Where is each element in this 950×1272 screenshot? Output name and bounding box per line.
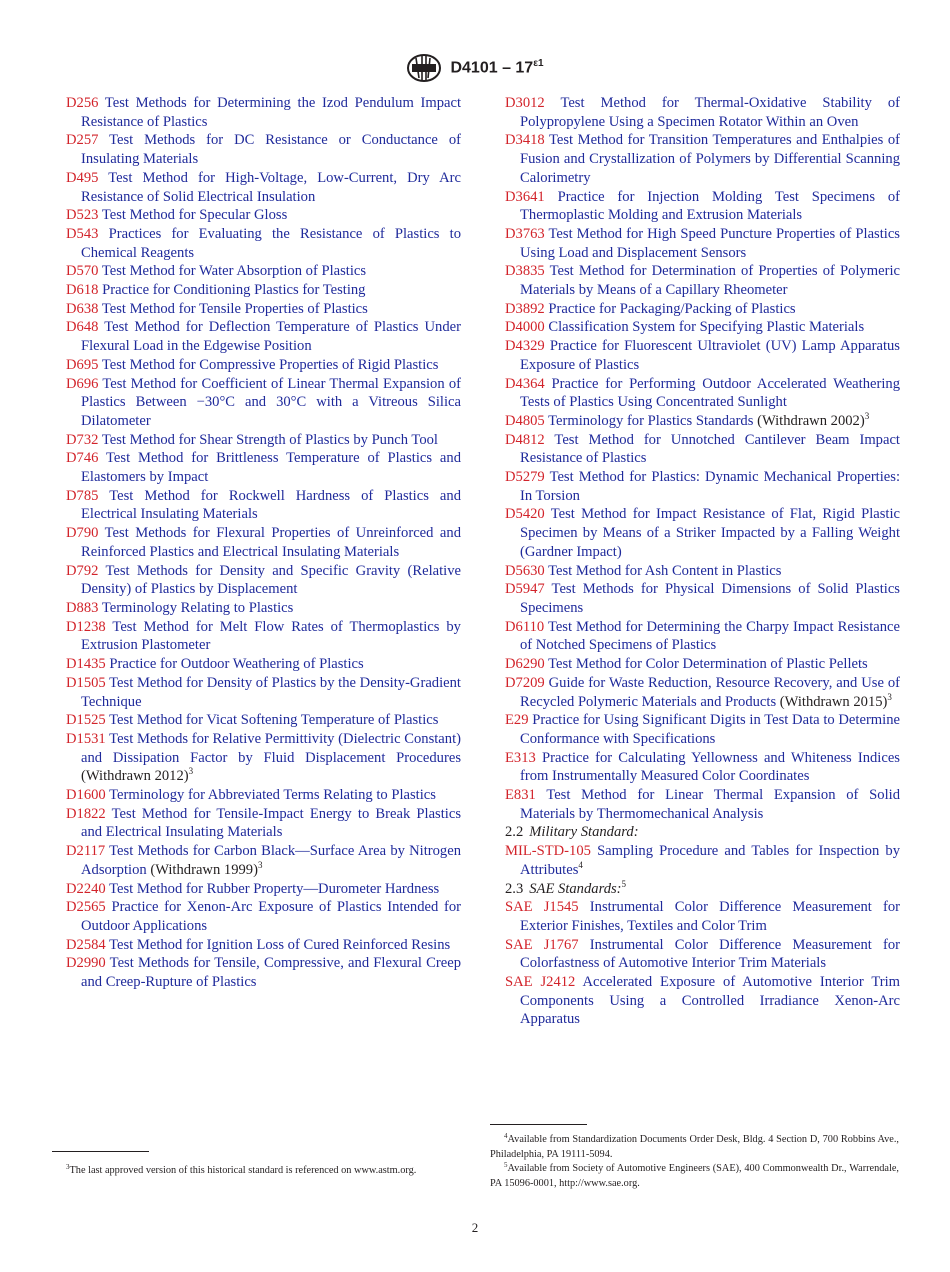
reference-code-link[interactable]: D2565 bbox=[66, 899, 106, 916]
reference-entry bbox=[505, 618, 900, 655]
reference-code-link[interactable]: D3418 bbox=[505, 132, 545, 149]
reference-code-link[interactable]: D792 bbox=[66, 562, 99, 579]
footnote-marker: 4 bbox=[578, 859, 583, 870]
designation: $D4101 - 17^{\varepsilon 1}$ bbox=[450, 58, 544, 77]
withdrawn-note: (Withdrawn 2012) bbox=[81, 768, 189, 785]
reference-title-link[interactable]: Test Methods for Tensile, Compressive, and Flexural Creep and Creep-Rupture of Plastics bbox=[81, 955, 461, 991]
footnote-marker: 3 bbox=[887, 691, 892, 702]
footnote-marker: 3 bbox=[864, 410, 870, 421]
right-column bbox=[505, 94, 900, 1029]
reference-entry bbox=[505, 431, 900, 468]
astm-logo-icon bbox=[406, 53, 442, 83]
reference-entry bbox=[505, 973, 900, 1029]
reference-title-link[interactable]: Test Methods for Flexural Properties of Unreinforced and Reinforced Plastics and Electrical Insulating Materials bbox=[81, 525, 461, 560]
reference-code-link[interactable]: D4812 bbox=[505, 431, 545, 448]
reference-entry bbox=[66, 300, 461, 319]
reference-code-link[interactable]: D1238 bbox=[66, 618, 106, 635]
reference-title-link[interactable]: Test Method for Transition Temperatures and Enthalpies of Fusion and Crystallization of Polymers by Differential Scanning Calorimetry bbox=[520, 132, 900, 186]
reference-code-link[interactable]: D785 bbox=[66, 487, 99, 504]
reference-entry bbox=[66, 375, 461, 431]
reference-title-link[interactable]: Practice for Calculating Yellowness and Whiteness Indices from Instrumentally Measured Color Coordinates bbox=[520, 749, 900, 785]
reference-code-link[interactable]: MIL-STD-105 bbox=[505, 843, 591, 860]
reference-title-link[interactable]: Test Method for Linear Thermal Expansion of Solid Materials by Thermomechanical Analysis bbox=[520, 787, 900, 822]
reference-entry bbox=[66, 225, 461, 262]
reference-entry bbox=[66, 487, 461, 524]
reference-title-link[interactable]: Practice for Packaging/Packing of Plastics bbox=[548, 300, 796, 317]
reference-title-link[interactable]: Terminology for Plastics Standards bbox=[548, 412, 754, 429]
reference-entry bbox=[505, 898, 900, 935]
reference-title-link[interactable]: Test Method for Coefficient of Linear Thermal Expansion of Plastics Between −30°C and 30°C with a Vitreous Silica Dilatometer bbox=[81, 375, 461, 429]
reference-entry bbox=[66, 524, 461, 561]
reference-title-link[interactable]: Instrumental Color Difference Measurement for Colorfastness of Automotive Interior Trim Materials bbox=[520, 936, 900, 972]
reference-title-link[interactable]: Practice for Performing Outdoor Accelerated Weathering Tests of Plastics Using Concentrated Sunlight bbox=[520, 375, 900, 411]
reference-title-link[interactable]: Practice for Xenon-Arc Exposure of Plastics Intended for Outdoor Applications bbox=[81, 899, 461, 934]
reference-title-link[interactable]: Test Method for Density of Plastics by the Density-Gradient Technique bbox=[81, 674, 461, 710]
reference-entry bbox=[66, 131, 461, 168]
reference-code-link[interactable]: D257 bbox=[66, 132, 99, 149]
reference-code-link[interactable]: D2117 bbox=[66, 843, 106, 860]
reference-entry bbox=[505, 580, 900, 617]
reference-code-link[interactable]: D5420 bbox=[505, 506, 545, 523]
reference-entry bbox=[505, 562, 900, 581]
reference-title-link[interactable]: Test Method for Ash Content in Plastics bbox=[548, 562, 782, 579]
reference-code-link[interactable]: D2240 bbox=[66, 880, 106, 897]
reference-entry bbox=[66, 805, 461, 842]
reference-code-link[interactable]: D5947 bbox=[505, 581, 545, 598]
reference-code-link[interactable]: D790 bbox=[66, 525, 99, 542]
reference-entry bbox=[505, 188, 900, 225]
reference-entry bbox=[505, 318, 900, 337]
reference-title-link[interactable]: Test Method for Impact Resistance of Flat, Rigid Plastic Specimen by Means of a Striker Impacted by a Falling Weight (Gardner Impact) bbox=[520, 506, 900, 560]
reference-entry bbox=[505, 749, 900, 786]
reference-entry bbox=[505, 711, 900, 748]
reference-title-link[interactable]: Terminology for Abbreviated Terms Relating to Plastics bbox=[109, 787, 436, 804]
reference-code-link[interactable]: D4805 bbox=[505, 412, 545, 429]
reference-title-link[interactable]: Test Method for Vicat Softening Temperature of Plastics bbox=[109, 712, 439, 729]
reference-code-link[interactable]: D4329 bbox=[505, 338, 545, 355]
reference-entry bbox=[505, 262, 900, 299]
reference-title-link[interactable]: Test Method for Tensile-Impact Energy to Break Plastics and Electrical Insulating Materials bbox=[81, 805, 462, 841]
reference-entry bbox=[66, 431, 461, 450]
page-number: 2 bbox=[471, 1220, 479, 1235]
section-heading-military: 2.2 Military Standard: bbox=[505, 824, 639, 841]
reference-entry bbox=[66, 562, 461, 599]
reference-code-link[interactable]: D543 bbox=[66, 225, 99, 242]
reference-title-link[interactable]: Practice for Outdoor Weathering of Plastics bbox=[109, 656, 364, 673]
footnote-4: $^4$Available from Standardization Documents Order Desk, Bldg. 4 Section D, 700 Robbins Ave., Philadelphia, PA 19111-5094. bbox=[490, 1132, 899, 1160]
reference-entry bbox=[66, 842, 461, 879]
reference-code-link[interactable]: D695 bbox=[66, 356, 99, 373]
reference-title-link[interactable]: Test Method for Brittleness Temperature of Plastics and Elastomers by Impact bbox=[81, 450, 461, 486]
reference-code-link[interactable]: D6110 bbox=[505, 618, 545, 635]
reference-entry bbox=[66, 730, 461, 786]
reference-code-link[interactable]: D4364 bbox=[505, 375, 545, 392]
reference-code-link[interactable]: D1505 bbox=[66, 674, 106, 691]
reference-code-link[interactable]: D618 bbox=[66, 282, 99, 299]
reference-title-link[interactable]: Test Method for Melt Flow Rates of Thermoplastics by Extrusion Plastometer bbox=[81, 618, 461, 654]
reference-title-link[interactable]: Test Methods for Carbon Black—Surface Area by Nitrogen Adsorption bbox=[81, 843, 461, 878]
reference-code-link[interactable]: D648 bbox=[66, 319, 99, 336]
reference-entry bbox=[505, 936, 900, 973]
reference-code-link[interactable]: D696 bbox=[66, 375, 99, 392]
reference-code-link[interactable]: D5279 bbox=[505, 469, 545, 486]
reference-title-link[interactable]: Test Method for Water Absorption of Plastics bbox=[101, 263, 367, 280]
reference-title-link[interactable]: Test Method for Tensile Properties of Plastics bbox=[101, 300, 368, 317]
footnote-divider bbox=[52, 1151, 149, 1152]
reference-code-link[interactable]: D7209 bbox=[505, 674, 545, 691]
reference-title-link[interactable]: Sampling Procedure and Tables for Inspection by Attributes bbox=[520, 843, 900, 878]
reference-code-link[interactable]: D638 bbox=[66, 300, 99, 317]
reference-title-link[interactable]: Test Methods for DC Resistance or Conductance of Insulating Materials bbox=[81, 132, 461, 168]
reference-title-link[interactable]: Test Methods for Determining the Izod Pendulum Impact Resistance of Plastics bbox=[81, 95, 462, 130]
reference-title-link[interactable]: Test Method for High-Voltage, Low-Current, Dry Arc Resistance of Solid Electrical Insulation bbox=[81, 169, 462, 205]
reference-title-link[interactable]: Test Method for Rockwell Hardness of Plastics and Electrical Insulating Materials bbox=[81, 487, 461, 523]
reference-entry bbox=[66, 674, 461, 711]
reference-code-link[interactable]: D495 bbox=[66, 169, 99, 186]
reference-title-link[interactable]: Test Method for Shear Strength of Plastics by Punch Tool bbox=[101, 431, 438, 448]
footnote-marker: 3 bbox=[257, 859, 263, 870]
reference-entry bbox=[66, 262, 461, 281]
reference-entry bbox=[505, 786, 900, 823]
reference-entry bbox=[66, 936, 461, 955]
reference-title-link[interactable]: Guide for Waste Reduction, Resource Recovery, and Use of Recycled Polymeric Materials and Products bbox=[520, 674, 900, 710]
footnote-3: $^3$The last approved version of this historical standard is referenced on www.astm.org. bbox=[66, 1163, 417, 1176]
reference-code-link[interactable]: E29 bbox=[505, 712, 529, 729]
reference-code-link[interactable]: D5630 bbox=[505, 562, 545, 579]
reference-title-link[interactable]: Test Methods for Physical Dimensions of Solid Plastics Specimens bbox=[520, 581, 900, 616]
reference-entry bbox=[66, 169, 461, 206]
reference-code-link[interactable]: D6290 bbox=[505, 656, 545, 673]
reference-title-link[interactable]: Test Method for High Speed Puncture Properties of Plastics Using Load and Displacement Sensors bbox=[520, 225, 900, 261]
reference-entry bbox=[66, 449, 461, 486]
withdrawn-note: (Withdrawn 2002) bbox=[757, 412, 865, 429]
reference-title-link[interactable]: Test Method for Color Determination of Plastic Pellets bbox=[548, 656, 868, 673]
reference-entry bbox=[505, 412, 900, 431]
reference-code-link[interactable]: D4000 bbox=[505, 319, 545, 336]
reference-code-link[interactable]: D883 bbox=[66, 599, 99, 616]
reference-code-link[interactable]: D1435 bbox=[66, 656, 106, 673]
footnote-5: $^5$Available from Society of Automotive Engineers (SAE), 400 Commonwealth Dr., Warrendale, PA 15096-0001, http://www.sae.org. bbox=[490, 1161, 899, 1189]
reference-title-link[interactable]: Test Methods for Density and Specific Gravity (Relative Density) of Plastics by Displacement bbox=[81, 562, 462, 598]
reference-code-link[interactable]: D256 bbox=[66, 95, 99, 111]
reference-code-link[interactable]: D1531 bbox=[66, 730, 106, 747]
reference-entry bbox=[66, 711, 461, 730]
reference-title-link[interactable]: Accelerated Exposure of Automotive Interior Trim Components Using a Controlled Irradiance Xenon-Arc Apparatus bbox=[520, 974, 901, 1028]
withdrawn-note: (Withdrawn 1999) bbox=[150, 861, 258, 878]
reference-code-link[interactable]: D746 bbox=[66, 450, 99, 467]
footnote-marker: 3 bbox=[188, 766, 194, 777]
reference-code-link[interactable]: D1822 bbox=[66, 805, 106, 822]
reference-code-link[interactable]: D3892 bbox=[505, 300, 545, 317]
reference-entry bbox=[66, 206, 461, 225]
reference-entry bbox=[505, 674, 900, 711]
reference-title-link[interactable]: Test Method for Specular Gloss bbox=[101, 207, 288, 224]
reference-code-link[interactable]: SAE J1545 bbox=[505, 899, 579, 916]
reference-title-link[interactable]: Test Method for Determination of Properties of Polymeric Materials by Means of a Capillary Rheometer bbox=[520, 263, 900, 299]
reference-entry bbox=[505, 505, 900, 561]
reference-title-link[interactable]: Practice for Injection Molding Test Specimens of Thermoplastic Molding and Extrusion Materials bbox=[520, 188, 900, 224]
reference-code-link[interactable]: D523 bbox=[66, 207, 99, 224]
reference-title-link[interactable]: Test Method for Plastics: Dynamic Mechanical Properties: In Torsion bbox=[520, 469, 900, 504]
reference-title-link[interactable]: Test Method for Compressive Properties of Rigid Plastics bbox=[101, 356, 439, 373]
reference-title-link[interactable]: Practices for Evaluating the Resistance of Plastics to Chemical Reagents bbox=[81, 225, 461, 261]
reference-title-link[interactable]: Terminology Relating to Plastics bbox=[101, 599, 294, 616]
reference-entry bbox=[66, 94, 461, 131]
reference-title-link[interactable]: Test Method for Deflection Temperature of Plastics Under Flexural Load in the Edgewise Position bbox=[81, 319, 461, 355]
reference-code-link[interactable]: D2990 bbox=[66, 955, 106, 972]
reference-code-link[interactable]: D1600 bbox=[66, 787, 106, 804]
reference-title-link[interactable]: Practice for Conditioning Plastics for Testing bbox=[102, 282, 366, 299]
left-column bbox=[66, 94, 461, 992]
reference-entry bbox=[505, 300, 900, 319]
reference-title-link[interactable]: Practice for Using Significant Digits in Test Data to Determine Conformance with Specifications bbox=[520, 712, 900, 747]
withdrawn-note: (Withdrawn 2015) bbox=[779, 693, 888, 710]
reference-entry bbox=[505, 94, 900, 131]
reference-code-link[interactable]: SAE J1767 bbox=[505, 936, 579, 953]
reference-code-link[interactable]: D2584 bbox=[66, 936, 106, 953]
reference-entry bbox=[505, 131, 900, 187]
reference-entry bbox=[66, 954, 461, 991]
reference-entry bbox=[66, 281, 461, 300]
reference-entry bbox=[505, 375, 900, 412]
reference-entry bbox=[66, 599, 461, 618]
reference-code-link[interactable]: D570 bbox=[66, 263, 99, 280]
reference-title-link[interactable]: Test Method for Unnotched Cantilever Beam Impact Resistance of Plastics bbox=[520, 431, 900, 467]
reference-code-link[interactable]: SAE J2412 bbox=[505, 974, 576, 991]
reference-entry bbox=[66, 898, 461, 935]
reference-entry bbox=[505, 842, 900, 879]
reference-entry bbox=[505, 468, 900, 505]
reference-title-link[interactable]: Test Method for Rubber Property—Durometer Hardness bbox=[109, 880, 440, 897]
reference-code-link[interactable]: D3012 bbox=[505, 95, 545, 111]
footnote-divider bbox=[490, 1124, 587, 1125]
page-header bbox=[0, 50, 950, 86]
reference-entry bbox=[66, 318, 461, 355]
reference-title-link[interactable]: Test Methods for Relative Permittivity (Dielectric Constant) and Dissipation Factor by Fluid Displacement Procedures bbox=[81, 730, 461, 766]
reference-entry bbox=[66, 356, 461, 375]
reference-title-link[interactable]: Practice for Fluorescent Ultraviolet (UV) Lamp Apparatus Exposure of Plastics bbox=[520, 338, 900, 373]
reference-title-link[interactable]: Instrumental Color Difference Measurement for Exterior Finishes, Textiles and Color Trim bbox=[520, 899, 900, 934]
section-heading-sae: 2.3 SAE Standards:$^5$ bbox=[505, 878, 627, 897]
reference-entry bbox=[66, 618, 461, 655]
reference-title-link[interactable]: Classification System for Specifying Plastic Materials bbox=[548, 319, 865, 336]
reference-entry bbox=[66, 880, 461, 899]
reference-code-link[interactable]: D732 bbox=[66, 431, 99, 448]
reference-entry bbox=[505, 337, 900, 374]
reference-title-link[interactable]: Test Method for Determining the Charpy Impact Resistance of Notched Specimens of Plastics bbox=[520, 618, 900, 654]
reference-code-link[interactable]: E831 bbox=[505, 787, 536, 804]
reference-code-link[interactable]: D3641 bbox=[505, 188, 545, 205]
reference-code-link[interactable]: D1525 bbox=[66, 712, 106, 729]
reference-title-link[interactable]: Test Method for Thermal-Oxidative Stability of Polypropylene Using a Specimen Rotator Within an Oven bbox=[520, 95, 900, 130]
reference-title-link[interactable]: Test Method for Ignition Loss of Cured Reinforced Resins bbox=[109, 936, 451, 953]
reference-entry bbox=[505, 225, 900, 262]
reference-entry bbox=[66, 655, 461, 674]
reference-entry bbox=[66, 786, 461, 805]
reference-entry bbox=[505, 655, 900, 674]
reference-code-link[interactable]: D3763 bbox=[505, 225, 545, 242]
reference-code-link[interactable]: E313 bbox=[505, 749, 536, 766]
reference-code-link[interactable]: D3835 bbox=[505, 263, 545, 280]
